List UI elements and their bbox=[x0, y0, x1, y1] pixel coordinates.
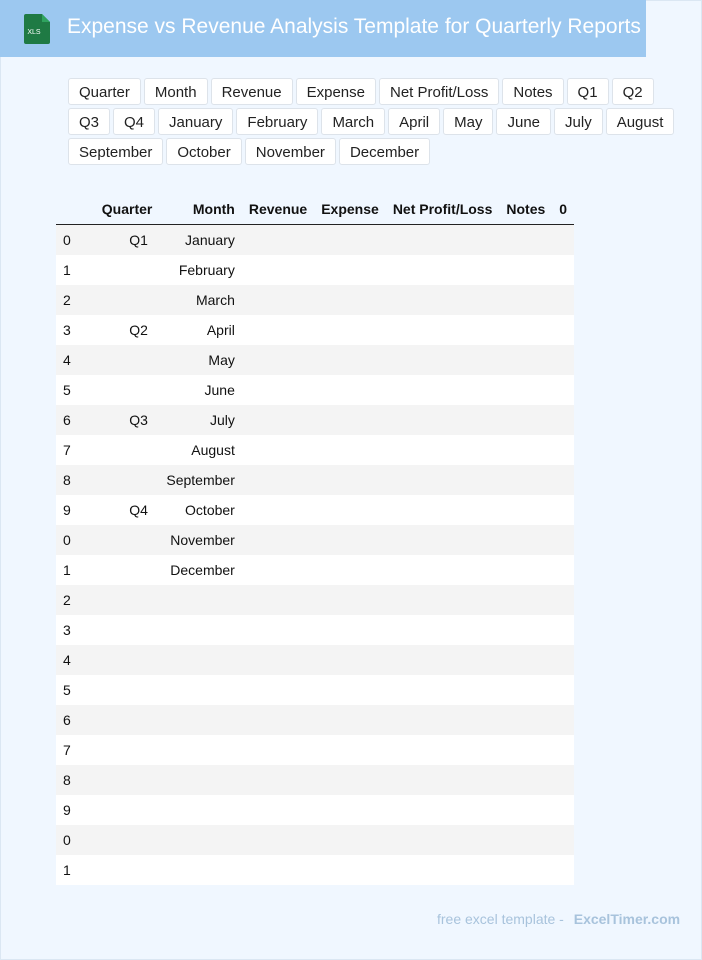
cell-month: February bbox=[159, 255, 241, 285]
cell-expense bbox=[314, 495, 386, 525]
cell-quarter bbox=[78, 375, 160, 405]
cell-quarter: Q4 bbox=[78, 495, 160, 525]
cell-month: September bbox=[159, 465, 241, 495]
cell-notes bbox=[499, 255, 552, 285]
cell-expense bbox=[314, 615, 386, 645]
cell-net-profit-loss bbox=[386, 405, 500, 435]
cell-expense bbox=[314, 675, 386, 705]
cell-quarter bbox=[78, 525, 160, 555]
footer-brand-link[interactable]: ExcelTimer.com bbox=[573, 911, 681, 927]
table-row bbox=[56, 645, 574, 675]
table-row bbox=[56, 675, 574, 705]
cell-month bbox=[159, 735, 241, 765]
cell-quarter bbox=[78, 345, 160, 375]
tag-april[interactable]: April bbox=[388, 108, 440, 135]
cell-zero bbox=[552, 825, 574, 855]
cell-expense bbox=[314, 345, 386, 375]
cell-zero bbox=[552, 615, 574, 645]
cell-revenue bbox=[242, 735, 314, 765]
tag-q2[interactable]: Q2 bbox=[612, 78, 654, 105]
cell-month bbox=[159, 675, 241, 705]
cell-index: 6 bbox=[56, 705, 78, 735]
column-header-index bbox=[56, 194, 78, 225]
cell-revenue bbox=[242, 555, 314, 585]
cell-net-profit-loss bbox=[386, 765, 500, 795]
cell-zero bbox=[552, 555, 574, 585]
table-row bbox=[56, 315, 574, 345]
cell-expense bbox=[314, 525, 386, 555]
table-row bbox=[56, 285, 574, 315]
cell-expense bbox=[314, 255, 386, 285]
cell-month bbox=[159, 765, 241, 795]
column-header-notes: Notes bbox=[499, 194, 552, 225]
table-row bbox=[56, 585, 574, 615]
tag-month[interactable]: Month bbox=[144, 78, 208, 105]
cell-net-profit-loss bbox=[386, 315, 500, 345]
tag-november[interactable]: November bbox=[245, 138, 336, 165]
cell-net-profit-loss bbox=[386, 675, 500, 705]
cell-quarter bbox=[78, 255, 160, 285]
cell-net-profit-loss bbox=[386, 555, 500, 585]
cell-notes bbox=[499, 525, 552, 555]
cell-revenue bbox=[242, 405, 314, 435]
table-row bbox=[56, 345, 574, 375]
page-header bbox=[0, 0, 646, 57]
cell-month: April bbox=[159, 315, 241, 345]
cell-month bbox=[159, 705, 241, 735]
page-title: Expense vs Revenue Analysis Template for Quarterly Reports bbox=[67, 15, 641, 38]
cell-notes bbox=[499, 795, 552, 825]
table-row bbox=[56, 555, 574, 585]
cell-net-profit-loss bbox=[386, 855, 500, 885]
table-row bbox=[56, 615, 574, 645]
cell-revenue bbox=[242, 225, 314, 256]
tag-february[interactable]: February bbox=[236, 108, 318, 135]
cell-zero bbox=[552, 705, 574, 735]
cell-revenue bbox=[242, 375, 314, 405]
cell-index: 9 bbox=[56, 795, 78, 825]
cell-notes bbox=[499, 855, 552, 885]
cell-month: May bbox=[159, 345, 241, 375]
cell-zero bbox=[552, 855, 574, 885]
column-header-expense: Expense bbox=[314, 194, 386, 225]
cell-month: December bbox=[159, 555, 241, 585]
cell-quarter bbox=[78, 615, 160, 645]
cell-quarter bbox=[78, 285, 160, 315]
tag-revenue[interactable]: Revenue bbox=[211, 78, 293, 105]
cell-index: 7 bbox=[56, 435, 78, 465]
cell-month: August bbox=[159, 435, 241, 465]
cell-notes bbox=[499, 435, 552, 465]
cell-zero bbox=[552, 765, 574, 795]
cell-index: 1 bbox=[56, 255, 78, 285]
table-row bbox=[56, 375, 574, 405]
cell-zero bbox=[552, 255, 574, 285]
cell-expense bbox=[314, 465, 386, 495]
logo-text: XLS bbox=[27, 29, 41, 36]
cell-notes bbox=[499, 675, 552, 705]
cell-quarter: Q1 bbox=[78, 225, 160, 256]
cell-notes bbox=[499, 825, 552, 855]
cell-zero bbox=[552, 735, 574, 765]
cell-index: 0 bbox=[56, 225, 78, 256]
cell-notes bbox=[499, 765, 552, 795]
tag-march[interactable]: March bbox=[321, 108, 385, 135]
cell-expense bbox=[314, 435, 386, 465]
tag-december[interactable]: December bbox=[339, 138, 430, 165]
cell-month bbox=[159, 615, 241, 645]
cell-zero bbox=[552, 225, 574, 256]
table-row bbox=[56, 855, 574, 885]
cell-notes bbox=[499, 465, 552, 495]
table-row bbox=[56, 705, 574, 735]
cell-expense bbox=[314, 375, 386, 405]
column-header-quarter: Quarter bbox=[78, 194, 160, 225]
cell-index: 5 bbox=[56, 675, 78, 705]
cell-expense bbox=[314, 585, 386, 615]
cell-notes bbox=[499, 405, 552, 435]
cell-quarter bbox=[78, 435, 160, 465]
cell-quarter: Q2 bbox=[78, 315, 160, 345]
cell-revenue bbox=[242, 525, 314, 555]
cell-net-profit-loss bbox=[386, 345, 500, 375]
cell-zero bbox=[552, 405, 574, 435]
cell-zero bbox=[552, 435, 574, 465]
column-header-month: Month bbox=[159, 194, 241, 225]
cell-notes bbox=[499, 225, 552, 256]
cell-quarter: Q3 bbox=[78, 405, 160, 435]
cell-zero bbox=[552, 525, 574, 555]
cell-expense bbox=[314, 705, 386, 735]
tag-notes[interactable]: Notes bbox=[502, 78, 563, 105]
cell-expense bbox=[314, 735, 386, 765]
cell-notes bbox=[499, 315, 552, 345]
cell-month bbox=[159, 825, 241, 855]
footer bbox=[437, 911, 680, 927]
table-row bbox=[56, 465, 574, 495]
cell-index: 0 bbox=[56, 825, 78, 855]
cell-expense bbox=[314, 795, 386, 825]
cell-zero bbox=[552, 585, 574, 615]
table-row bbox=[56, 495, 574, 525]
tag-list bbox=[68, 78, 690, 165]
cell-index: 2 bbox=[56, 585, 78, 615]
tag-july[interactable]: July bbox=[554, 108, 603, 135]
cell-quarter bbox=[78, 855, 160, 885]
cell-quarter bbox=[78, 585, 160, 615]
tag-june[interactable]: June bbox=[496, 108, 551, 135]
cell-net-profit-loss bbox=[386, 825, 500, 855]
cell-revenue bbox=[242, 705, 314, 735]
data-table-container bbox=[63, 194, 568, 885]
cell-quarter bbox=[78, 555, 160, 585]
cell-quarter bbox=[78, 705, 160, 735]
cell-index: 4 bbox=[56, 345, 78, 375]
cell-index: 3 bbox=[56, 615, 78, 645]
cell-month: November bbox=[159, 525, 241, 555]
cell-index: 6 bbox=[56, 405, 78, 435]
cell-zero bbox=[552, 795, 574, 825]
table-row bbox=[56, 435, 574, 465]
cell-net-profit-loss bbox=[386, 375, 500, 405]
cell-month: June bbox=[159, 375, 241, 405]
table-row bbox=[56, 405, 574, 435]
cell-quarter bbox=[78, 765, 160, 795]
table-row bbox=[56, 795, 574, 825]
cell-index: 8 bbox=[56, 465, 78, 495]
cell-month: January bbox=[159, 225, 241, 256]
cell-notes bbox=[499, 645, 552, 675]
tag-q4[interactable]: Q4 bbox=[113, 108, 155, 135]
column-header-net-profit-loss: Net Profit/Loss bbox=[386, 194, 500, 225]
cell-month bbox=[159, 855, 241, 885]
cell-revenue bbox=[242, 315, 314, 345]
tag-q1[interactable]: Q1 bbox=[567, 78, 609, 105]
cell-zero bbox=[552, 345, 574, 375]
cell-revenue bbox=[242, 495, 314, 525]
cell-notes bbox=[499, 585, 552, 615]
cell-index: 1 bbox=[56, 555, 78, 585]
cell-quarter bbox=[78, 465, 160, 495]
table-row bbox=[56, 825, 574, 855]
table-header-row bbox=[56, 194, 574, 225]
cell-index: 5 bbox=[56, 375, 78, 405]
cell-net-profit-loss bbox=[386, 615, 500, 645]
cell-expense bbox=[314, 855, 386, 885]
cell-quarter bbox=[78, 825, 160, 855]
cell-index: 2 bbox=[56, 285, 78, 315]
xls-file-icon bbox=[22, 14, 50, 44]
cell-notes bbox=[499, 495, 552, 525]
tag-expense[interactable]: Expense bbox=[296, 78, 376, 105]
cell-month bbox=[159, 585, 241, 615]
cell-index: 0 bbox=[56, 525, 78, 555]
cell-index: 4 bbox=[56, 645, 78, 675]
cell-zero bbox=[552, 645, 574, 675]
cell-notes bbox=[499, 555, 552, 585]
cell-revenue bbox=[242, 255, 314, 285]
cell-net-profit-loss bbox=[386, 435, 500, 465]
cell-index: 3 bbox=[56, 315, 78, 345]
cell-month: October bbox=[159, 495, 241, 525]
cell-expense bbox=[314, 645, 386, 675]
cell-net-profit-loss bbox=[386, 705, 500, 735]
cell-net-profit-loss bbox=[386, 525, 500, 555]
cell-net-profit-loss bbox=[386, 255, 500, 285]
cell-quarter bbox=[78, 735, 160, 765]
cell-net-profit-loss bbox=[386, 495, 500, 525]
tag-q3[interactable]: Q3 bbox=[68, 108, 110, 135]
cell-index: 9 bbox=[56, 495, 78, 525]
cell-notes bbox=[499, 345, 552, 375]
cell-revenue bbox=[242, 285, 314, 315]
cell-revenue bbox=[242, 345, 314, 375]
cell-revenue bbox=[242, 825, 314, 855]
tag-september[interactable]: September bbox=[68, 138, 163, 165]
cell-zero bbox=[552, 465, 574, 495]
cell-expense bbox=[314, 825, 386, 855]
cell-expense bbox=[314, 555, 386, 585]
cell-month: March bbox=[159, 285, 241, 315]
cell-revenue bbox=[242, 585, 314, 615]
cell-expense bbox=[314, 405, 386, 435]
cell-quarter bbox=[78, 675, 160, 705]
cell-zero bbox=[552, 285, 574, 315]
cell-notes bbox=[499, 375, 552, 405]
table-row bbox=[56, 525, 574, 555]
table-row bbox=[56, 255, 574, 285]
tag-net-profit-loss[interactable]: Net Profit/Loss bbox=[379, 78, 499, 105]
tag-quarter[interactable]: Quarter bbox=[68, 78, 141, 105]
cell-expense bbox=[314, 765, 386, 795]
cell-net-profit-loss bbox=[386, 735, 500, 765]
cell-notes bbox=[499, 705, 552, 735]
cell-revenue bbox=[242, 675, 314, 705]
column-header-revenue: Revenue bbox=[242, 194, 314, 225]
cell-index: 8 bbox=[56, 765, 78, 795]
cell-revenue bbox=[242, 765, 314, 795]
cell-zero bbox=[552, 375, 574, 405]
footer-text: free excel template - bbox=[437, 911, 564, 927]
cell-net-profit-loss bbox=[386, 795, 500, 825]
table-row bbox=[56, 765, 574, 795]
table-row bbox=[56, 225, 574, 256]
cell-expense bbox=[314, 285, 386, 315]
cell-quarter bbox=[78, 645, 160, 675]
cell-revenue bbox=[242, 855, 314, 885]
cell-net-profit-loss bbox=[386, 285, 500, 315]
cell-revenue bbox=[242, 465, 314, 495]
cell-quarter bbox=[78, 795, 160, 825]
cell-net-profit-loss bbox=[386, 225, 500, 256]
cell-notes bbox=[499, 735, 552, 765]
cell-zero bbox=[552, 315, 574, 345]
cell-revenue bbox=[242, 795, 314, 825]
cell-revenue bbox=[242, 645, 314, 675]
tag-january[interactable]: January bbox=[158, 108, 233, 135]
cell-expense bbox=[314, 315, 386, 345]
column-header-zero: 0 bbox=[552, 194, 574, 225]
cell-expense bbox=[314, 225, 386, 256]
cell-month bbox=[159, 645, 241, 675]
table-body bbox=[56, 225, 574, 886]
data-table bbox=[56, 194, 574, 885]
cell-index: 7 bbox=[56, 735, 78, 765]
tag-october[interactable]: October bbox=[166, 138, 241, 165]
tag-august[interactable]: August bbox=[606, 108, 675, 135]
cell-net-profit-loss bbox=[386, 645, 500, 675]
cell-revenue bbox=[242, 615, 314, 645]
cell-notes bbox=[499, 615, 552, 645]
cell-net-profit-loss bbox=[386, 465, 500, 495]
table-row bbox=[56, 735, 574, 765]
cell-notes bbox=[499, 285, 552, 315]
cell-month: July bbox=[159, 405, 241, 435]
cell-index: 1 bbox=[56, 855, 78, 885]
cell-net-profit-loss bbox=[386, 585, 500, 615]
cell-zero bbox=[552, 675, 574, 705]
cell-zero bbox=[552, 495, 574, 525]
cell-revenue bbox=[242, 435, 314, 465]
cell-month bbox=[159, 795, 241, 825]
tag-may[interactable]: May bbox=[443, 108, 493, 135]
